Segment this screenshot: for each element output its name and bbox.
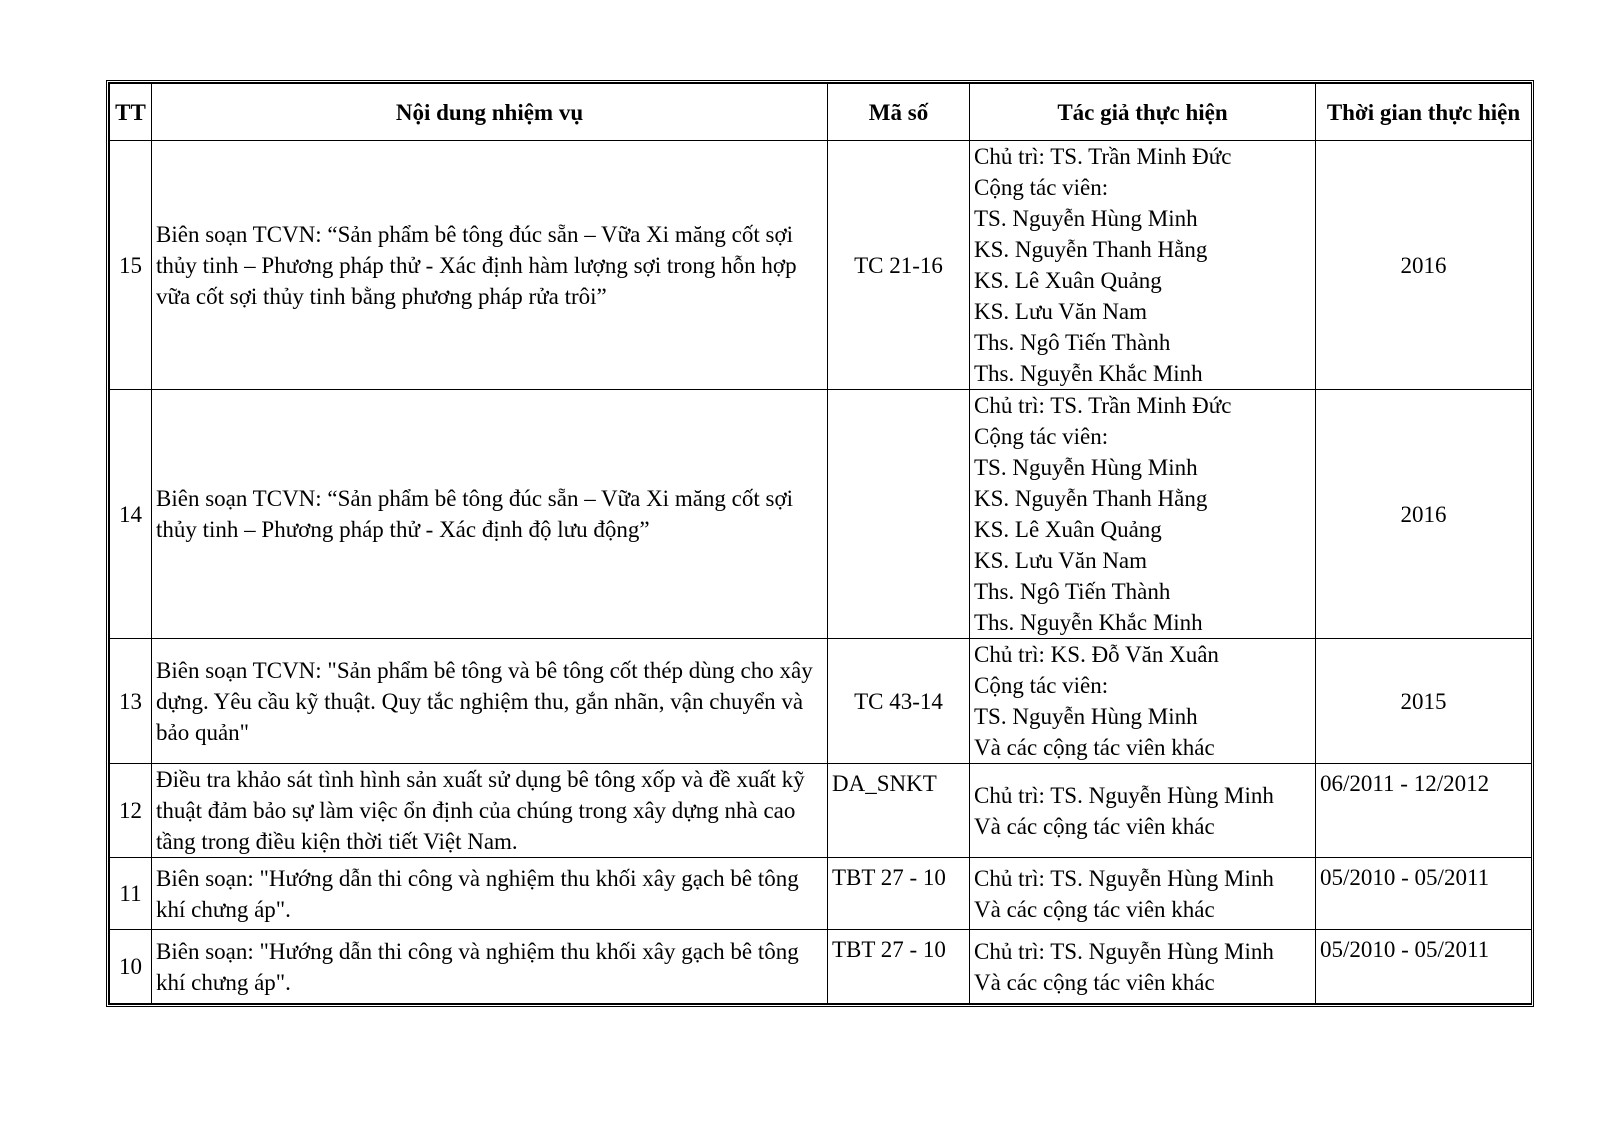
author-line: Chủ trì: TS. Nguyễn Hùng Minh [974, 865, 1274, 891]
task-code: TBT 27 - 10 [828, 858, 970, 930]
task-content: Biên soạn TCVN: “Sản phẩm bê tông đúc sẵn – Vữa Xi măng cốt sợi thủy tinh – Phương pháp thử - Xác định độ lưu động” [152, 390, 828, 639]
task-content: Biên soạn TCVN: "Sản phẩm bê tông và bê tông cốt thép dùng cho xây dựng. Yêu cầu kỹ thuật. Quy tắc nghiệm thu, gắn nhãn, vận chuyển và bảo quản" [152, 639, 828, 764]
author-line: KS. Nguyễn Thanh Hằng [974, 486, 1208, 511]
row-number: 13 [110, 639, 152, 764]
row-number: 11 [110, 858, 152, 930]
author-line: Chủ trì: KS. Đỗ Văn Xuân [974, 642, 1219, 667]
task-time: 06/2011 - 12/2012 [1316, 764, 1532, 858]
author-line: Và các cộng tác viên khác [974, 896, 1215, 922]
task-authors [970, 639, 1316, 764]
header-authors: Tác giả thực hiện [970, 84, 1316, 141]
author-line: Ths. Ngô Tiến Thành [974, 330, 1171, 355]
author-line: Và các cộng tác viên khác [974, 969, 1215, 995]
author-line: Chủ trì: TS. Trần Minh Đức [974, 393, 1232, 418]
author-line: Ths. Nguyễn Khắc Minh [974, 610, 1203, 635]
task-time: 05/2010 - 05/2011 [1316, 858, 1532, 930]
tasks-table [109, 83, 1532, 1004]
author-line: Chủ trì: TS. Nguyễn Hùng Minh [974, 782, 1274, 808]
author-line: Chủ trì: TS. Nguyễn Hùng Minh [974, 938, 1274, 964]
author-line: Cộng tác viên: [974, 424, 1109, 449]
author-line: TS. Nguyễn Hùng Minh [974, 455, 1198, 480]
author-line: Ths. Nguyễn Khắc Minh [974, 361, 1203, 386]
author-line: Và các cộng tác viên khác [974, 735, 1215, 760]
header-content: Nội dung nhiệm vụ [152, 84, 828, 141]
task-code: DA_SNKT [828, 764, 970, 858]
author-line: TS. Nguyễn Hùng Minh [974, 206, 1198, 231]
row-number: 14 [110, 390, 152, 639]
table-row [110, 858, 1532, 930]
task-code [828, 390, 970, 639]
task-code: TBT 27 - 10 [828, 930, 970, 1004]
row-number: 10 [110, 930, 152, 1004]
task-content: Biên soạn TCVN: “Sản phẩm bê tông đúc sẵn – Vữa Xi măng cốt sợi thủy tinh – Phương pháp thử - Xác định hàm lượng sợi trong hỗn hợp vữa cốt sợi thủy tinh bằng phương pháp rửa trôi” [152, 141, 828, 390]
author-line: KS. Nguyễn Thanh Hằng [974, 237, 1208, 262]
task-authors [970, 930, 1316, 1004]
tasks-table-frame [106, 80, 1534, 1007]
header-tt: TT [110, 84, 152, 141]
task-time: 05/2010 - 05/2011 [1316, 930, 1532, 1004]
task-code: TC 43-14 [828, 639, 970, 764]
author-line: TS. Nguyễn Hùng Minh [974, 704, 1198, 729]
task-authors [970, 141, 1316, 390]
task-content: Biên soạn: "Hướng dẫn thi công và nghiệm thu khối xây gạch bê tông khí chưng áp". [152, 930, 828, 1004]
task-content: Biên soạn: "Hướng dẫn thi công và nghiệm thu khối xây gạch bê tông khí chưng áp". [152, 858, 828, 930]
header-time: Thời gian thực hiện [1316, 84, 1532, 141]
author-line: KS. Lê Xuân Quảng [974, 517, 1162, 542]
table-row [110, 639, 1532, 764]
author-line: Chủ trì: TS. Trần Minh Đức [974, 144, 1232, 169]
row-number: 12 [110, 764, 152, 858]
task-authors [970, 858, 1316, 930]
task-authors [970, 764, 1316, 858]
author-line: Cộng tác viên: [974, 673, 1109, 698]
author-line: Ths. Ngô Tiến Thành [974, 579, 1171, 604]
task-content: Điều tra khảo sát tình hình sản xuất sử dụng bê tông xốp và đề xuất kỹ thuật đảm bảo sự làm việc ổn định của chúng trong xây dựng nhà cao tầng trong điều kiện thời tiết Việt Nam. [152, 764, 828, 858]
task-authors [970, 390, 1316, 639]
row-number: 15 [110, 141, 152, 390]
author-line: KS. Lưu Văn Nam [974, 299, 1148, 324]
task-time: 2015 [1316, 639, 1532, 764]
table-header-row [110, 84, 1532, 141]
header-code: Mã số [828, 84, 970, 141]
author-line: Và các cộng tác viên khác [974, 813, 1215, 839]
task-code: TC 21-16 [828, 141, 970, 390]
table-row [110, 141, 1532, 390]
task-time: 2016 [1316, 141, 1532, 390]
author-line: Cộng tác viên: [974, 175, 1109, 200]
author-line: KS. Lê Xuân Quảng [974, 268, 1162, 293]
table-row [110, 390, 1532, 639]
author-line: KS. Lưu Văn Nam [974, 548, 1148, 573]
table-row [110, 930, 1532, 1004]
table-row [110, 764, 1532, 858]
task-time: 2016 [1316, 390, 1532, 639]
